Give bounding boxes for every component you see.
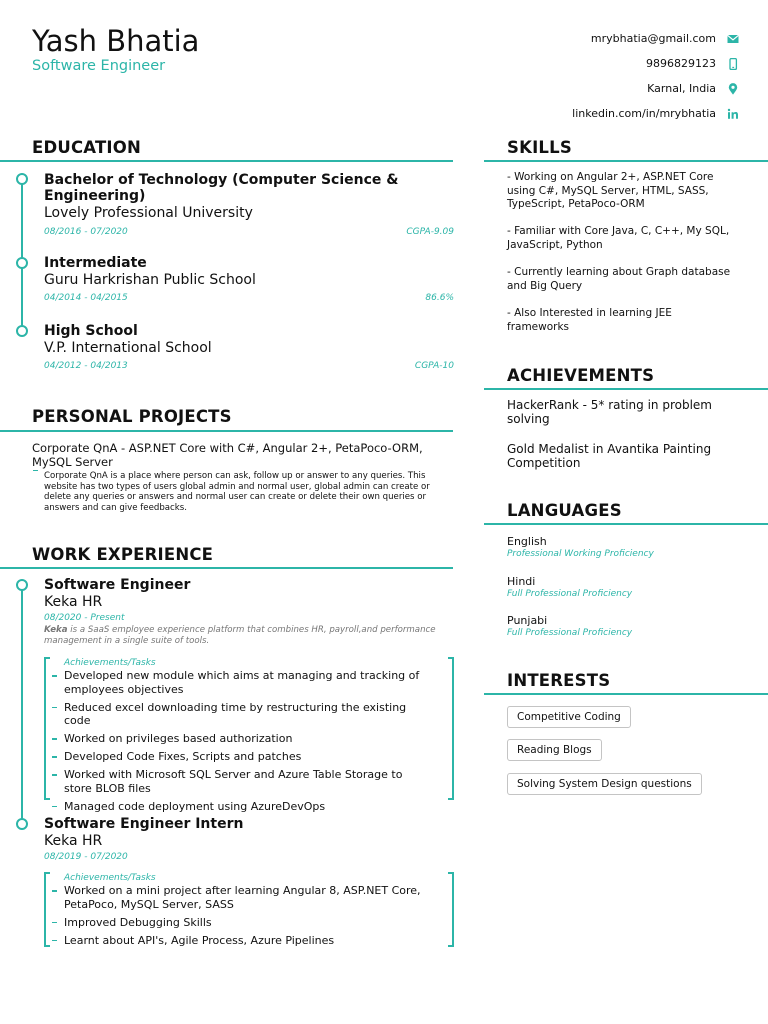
project-bullet xyxy=(33,470,38,471)
language-name: Hindi xyxy=(507,575,536,588)
timeline-dot xyxy=(16,818,28,830)
job-description-company: Keka xyxy=(44,625,68,635)
interest-tag: Solving System Design questions xyxy=(507,773,702,795)
phone-icon xyxy=(726,57,740,71)
skill-item: - Currently learning about Graph database and Big Query xyxy=(507,266,731,292)
language-item xyxy=(507,614,632,640)
task-item xyxy=(46,916,426,930)
contact-linkedin[interactable] xyxy=(572,101,740,126)
task-text: Developed Code Fixes, Scripts and patches xyxy=(64,750,302,763)
contact-linkedin-text[interactable]: linkedin.com/in/mrybhatia xyxy=(572,107,716,120)
education-item xyxy=(44,172,454,237)
education-divider xyxy=(0,160,453,162)
education-meta xyxy=(44,361,454,371)
task-item xyxy=(46,934,426,948)
job-description xyxy=(44,625,454,646)
work-heading: WORK EXPERIENCE xyxy=(32,545,214,564)
education-meta xyxy=(44,227,454,237)
achievement-item: Gold Medalist in Avantika Painting Competition xyxy=(507,442,712,470)
task-item xyxy=(46,669,426,696)
job-dates: 08/2020 - Present xyxy=(44,613,125,623)
contact-list xyxy=(572,26,740,126)
linkedin-icon xyxy=(726,107,740,121)
contact-phone-text[interactable]: 9896829123 xyxy=(646,57,716,70)
work-divider xyxy=(0,567,453,569)
education-grade: CGPA-10 xyxy=(414,361,454,371)
timeline-dot xyxy=(16,257,28,269)
language-name: English xyxy=(507,535,547,548)
tasks-box xyxy=(44,872,454,947)
education-dates: 04/2014 - 04/2015 xyxy=(44,293,128,303)
contact-location xyxy=(572,76,740,101)
language-level: Professional Working Proficiency xyxy=(507,549,654,559)
task-text: Worked on a mini project after learning Angular 8, ASP.NET Core, PetaPoco, MySQL Server, SASS xyxy=(64,884,421,911)
education-degree: High School xyxy=(44,323,138,339)
task-text: Developed new module which aims at managing and tracking of employees objectives xyxy=(64,669,420,696)
skills-divider xyxy=(484,160,768,162)
job-company: Keka HR xyxy=(44,833,103,849)
job-company: Keka HR xyxy=(44,594,103,610)
achievements-heading: ACHIEVEMENTS xyxy=(507,366,655,385)
education-timeline xyxy=(21,178,23,334)
skill-item: - Working on Angular 2+, ASP.NET Core using C#, MySQL Server, HTML, SASS, TypeScript, PetaPoco-ORM xyxy=(507,171,714,211)
contact-phone[interactable] xyxy=(572,51,740,76)
language-item xyxy=(507,575,632,601)
job-dates: 08/2019 - 07/2020 xyxy=(44,852,128,862)
interest-tag: Competitive Coding xyxy=(507,706,631,728)
education-dates: 08/2016 - 07/2020 xyxy=(44,227,128,237)
education-grade: CGPA-9.09 xyxy=(406,227,454,237)
task-text: Worked with Microsoft SQL Server and Azure Table Storage to store BLOB files xyxy=(64,768,403,795)
timeline-dot xyxy=(16,173,28,185)
education-item xyxy=(44,255,454,303)
tasks-label: Achievements/Tasks xyxy=(64,873,156,883)
education-degree: Intermediate xyxy=(44,255,147,271)
task-item xyxy=(46,701,426,728)
interest-tag: Reading Blogs xyxy=(507,739,602,761)
envelope-icon xyxy=(726,32,740,46)
education-meta xyxy=(44,293,454,303)
education-item xyxy=(44,323,454,371)
skill-item: - Familiar with Core Java, C, C++, My SQL, JavaScript, Python xyxy=(507,225,730,251)
tasks-box xyxy=(44,657,454,813)
task-text: Learnt about API's, Agile Process, Azure Pipelines xyxy=(64,933,335,947)
education-school: Lovely Professional University xyxy=(44,205,253,221)
language-item xyxy=(507,535,654,561)
task-item xyxy=(46,768,426,795)
task-item xyxy=(46,884,426,911)
language-name: Punjabi xyxy=(507,614,548,627)
timeline-dot xyxy=(16,579,28,591)
job-role: Software Engineer xyxy=(44,577,191,593)
task-item xyxy=(46,800,426,814)
work-timeline xyxy=(21,585,23,825)
task-text: Improved Debugging Skills xyxy=(64,915,212,929)
education-school: V.P. International School xyxy=(44,340,212,356)
projects-heading: PERSONAL PROJECTS xyxy=(32,407,232,426)
timeline-dot xyxy=(16,325,28,337)
tasks-label: Achievements/Tasks xyxy=(64,658,156,668)
job-role: Software Engineer Intern xyxy=(44,816,244,832)
job-description-text: is a SaaS employee experience platform that combines HR, payroll,and performance management in a single suite of tools. xyxy=(44,625,436,646)
task-text: Worked on privileges based authorization xyxy=(64,732,293,745)
interests-divider xyxy=(484,693,768,695)
achievement-item: HackerRank - 5* rating in problem solving xyxy=(507,398,712,426)
contact-email[interactable] xyxy=(572,26,740,51)
project-description: Corporate QnA is a place where person can ask, follow up or answer to any queries. This website has two types of users global admin and normal user, global admin can create or delete any queries or answers and normal user can create or delete their own queries or answers and can give feedbacks. xyxy=(44,471,430,513)
projects-divider xyxy=(0,430,453,432)
task-item xyxy=(46,732,426,746)
education-degree: Bachelor of Technology (Computer Science & Engineering) xyxy=(44,172,399,204)
education-grade: 86.6% xyxy=(425,293,454,303)
achievements-divider xyxy=(484,388,768,390)
contact-email-text[interactable]: mrybhatia@gmail.com xyxy=(590,32,716,45)
languages-heading: LANGUAGES xyxy=(507,501,622,520)
languages-divider xyxy=(484,523,768,525)
job-item xyxy=(44,577,454,646)
job-item xyxy=(44,816,243,862)
task-item xyxy=(46,750,426,764)
task-text: Managed code deployment using AzureDevOps xyxy=(64,799,326,813)
candidate-title: Software Engineer xyxy=(32,58,166,74)
location-pin-icon xyxy=(726,82,740,96)
education-dates: 04/2012 - 04/2013 xyxy=(44,361,128,371)
skills-heading: SKILLS xyxy=(507,138,572,157)
language-level: Full Professional Proficiency xyxy=(507,628,633,638)
interests-heading: INTERESTS xyxy=(507,671,611,690)
project-title: Corporate QnA - ASP.NET Core with C#, Angular 2+, PetaPoco-ORM, MySQL Server xyxy=(32,441,423,469)
skill-item: - Also Interested in learning JEE frameworks xyxy=(507,307,672,333)
candidate-name: Yash Bhatia xyxy=(32,24,200,58)
education-heading: EDUCATION xyxy=(32,138,141,157)
task-text: Reduced excel downloading time by restructuring the existing code xyxy=(64,700,407,727)
language-level: Full Professional Proficiency xyxy=(507,589,633,599)
contact-location-text: Karnal, India xyxy=(647,82,716,95)
education-school: Guru Harkrishan Public School xyxy=(44,272,256,288)
